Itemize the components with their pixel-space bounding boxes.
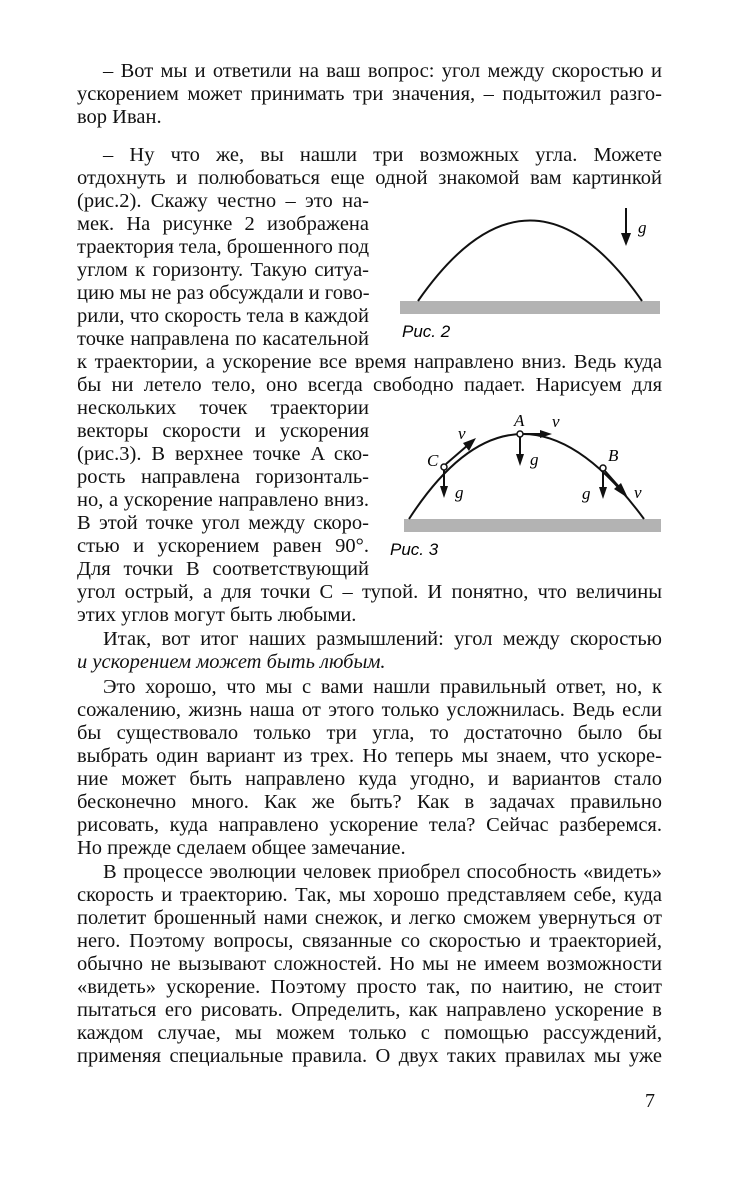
gravity-arrow	[621, 208, 631, 246]
text-line: ние может быть направлено куда угодно, и вариантов стало	[77, 768, 662, 790]
text-line: векторы скорости и ускорения	[77, 420, 369, 442]
text-line: углом к горизонту. Такую ситуа-	[77, 259, 369, 281]
text-line: Итак, вот итог наших размышлений: угол между скоростью	[103, 628, 662, 650]
ground	[404, 519, 661, 532]
text-line: нескольких точек траектории	[77, 397, 369, 419]
text-line: выбрать один вариант из трех. Но теперь мы знаем, что ускоре-	[77, 745, 662, 767]
text-line: этих углов могут быть любыми.	[77, 604, 357, 626]
text-line: но, а ускорение направлено вниз.	[77, 489, 369, 511]
figure-3-caption: Рис. 3	[390, 540, 439, 559]
text-line: рость направлена горизонталь-	[77, 466, 369, 488]
text-line: угол острый, а для точки C – тупой. И понятно, что величины	[77, 581, 662, 603]
text-line: вор Иван.	[77, 106, 162, 128]
text-line: «видеть» ускорение. Поэтому просто так, по наитию, не стоит	[77, 976, 662, 998]
text-line: него. Поэтому вопросы, связанные со скоростью и траекторией,	[77, 930, 662, 952]
ground	[400, 301, 660, 314]
v-label-c: v	[458, 424, 466, 443]
text-line: рили, что скорость тела в каждой	[77, 305, 369, 327]
text-line: применяя специальные правила. О двух таких правилах мы уже	[77, 1045, 662, 1067]
g-label-b: g	[582, 484, 591, 503]
text-line: каждом случае, мы можем только с помощью рассуждений,	[77, 1022, 662, 1044]
text-line: цию мы не раз обсуждали и гово-	[77, 282, 370, 304]
text-line: полетит брошенный нами снежок, и легко сможем увернуться от	[77, 907, 662, 929]
velocity-arrow-b	[605, 471, 628, 498]
text-line: Для точки B соответствующий	[77, 558, 369, 580]
text-line: ускорением может принимать три значения, – подытожил разго-	[77, 83, 662, 105]
text-line: сожалению, жизнь наша от этого только усложнилась. Ведь если	[77, 699, 662, 721]
text-line: рисовать, куда направлено ускорение тела? Сейчас разберемся.	[77, 814, 662, 836]
v-label-a: v	[552, 412, 560, 431]
point-c-label: C	[427, 451, 439, 470]
text-line: В этой точке угол между скоро-	[77, 512, 369, 534]
text-line-italic: и ускорением может быть любым.	[77, 651, 386, 673]
figure-2-caption: Рис. 2	[402, 322, 451, 341]
text-line: траектория тела, брошенного под	[77, 236, 370, 258]
text-line: – Ну что же, вы нашли три возможных угла. Можете	[103, 144, 662, 166]
text-line: стью и ускорением равен 90°.	[77, 535, 369, 557]
text-line: точке направлена по касательной	[77, 328, 369, 350]
text-line: бесконечно много. Как же быть? Как в задачах правильно	[77, 791, 662, 813]
text-line: скорость и траекторию. Так, мы хорошо представляем себе, куда	[77, 884, 662, 906]
figure-3	[384, 405, 664, 570]
gravity-arrow-a	[516, 437, 524, 466]
text-line: мек. На рисунке 2 изображена	[77, 213, 369, 235]
g-label-c: g	[455, 483, 464, 502]
point-b-label: B	[608, 446, 619, 465]
g-label: g	[638, 218, 647, 237]
text-line: Но прежде сделаем общее замечание.	[77, 837, 406, 859]
text-line: обычно не вызывают сложностей. Но мы не имеем возможности	[77, 953, 662, 975]
text-line: бы ни летело тело, оно всегда свободно падает. Нарисуем для	[77, 374, 662, 396]
text-line: бы существовало только три угла, то достаточно было бы	[77, 722, 662, 744]
text-line: В процессе эволюции человек приобрел способность «видеть»	[103, 861, 662, 883]
point-a-label: A	[514, 411, 525, 430]
trajectory-curve	[418, 221, 642, 302]
point-a-marker	[517, 431, 523, 437]
text-line: к траектории, а ускорение все время направлено вниз. Ведь куда	[77, 351, 662, 373]
gravity-arrow-c	[440, 470, 448, 498]
text-line: Это хорошо, что мы с вами нашли правильный ответ, но, к	[103, 676, 662, 698]
page-number: 7	[645, 1090, 655, 1112]
g-label-a: g	[530, 450, 539, 469]
text-line: отдохнуть и полюбоваться еще одной знакомой вам картинкой	[77, 167, 662, 189]
text-line: (рис.2). Скажу честно – это на-	[77, 190, 369, 212]
text-line: – Вот мы и ответили на ваш вопрос: угол между скоростью и	[103, 60, 662, 82]
text-line: (рис.3). В верхнее точке A ско-	[77, 443, 369, 465]
figure-2	[398, 200, 663, 345]
text-line: пытаться его рисовать. Определить, как направлено ускорение в	[77, 999, 662, 1021]
v-label-b: v	[634, 483, 642, 502]
point-c-marker	[441, 464, 447, 470]
point-b-marker	[600, 465, 606, 471]
